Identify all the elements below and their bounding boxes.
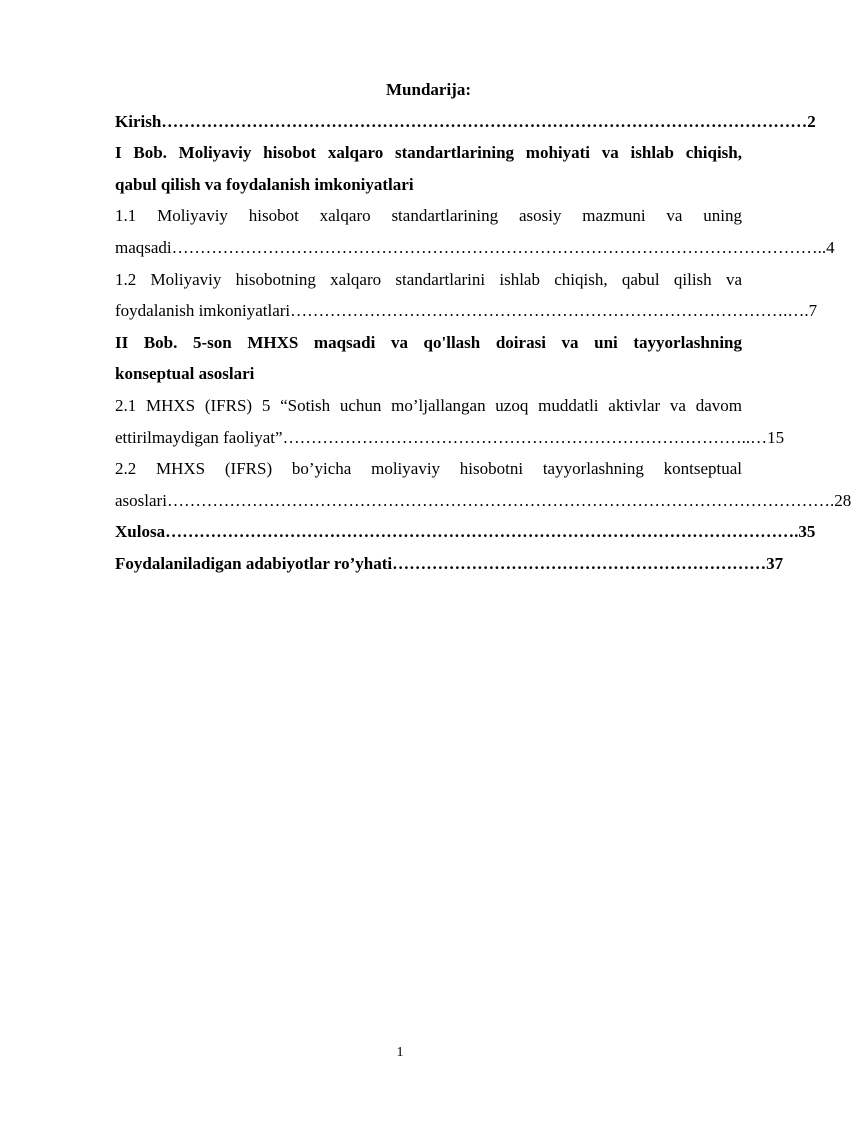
- toc-chapter-1-line-1[interactable]: I Bob. Moliyaviy hisobot xalqaro standartlarining mohiyati va ishlab chiqish,: [115, 143, 742, 163]
- toc-leader-dots: ……………………………………………………………………………………………………: [161, 111, 808, 131]
- toc-section-2-2-line-1[interactable]: 2.2 MHXS (IFRS) bo’yicha moliyaviy hisobotni tayyorlashning kontseptual: [115, 459, 742, 479]
- toc-page-number: 15: [767, 427, 785, 447]
- toc-entry-section-2-1[interactable]: [115, 422, 785, 454]
- toc-leader-dots: ………………………………………………………………………………………………….: [165, 522, 799, 542]
- toc-page-number: 37: [766, 553, 784, 573]
- toc-chapter-2-line-1[interactable]: II Bob. 5-son MHXS maqsadi va qo'llash doirasi va uni tayyorlashning: [115, 332, 742, 352]
- table-of-contents: [115, 74, 851, 580]
- toc-section-2-1-line-1[interactable]: 2.1 MHXS (IFRS) 5 “Sotish uchun mo’ljallangan uzoq muddatli aktivlar va davom: [115, 395, 742, 415]
- toc-page-number: 2: [807, 111, 816, 131]
- toc-entry-section-2-2[interactable]: [115, 485, 851, 517]
- toc-leader-dots: ……………………………………………………………………………………………………..: [171, 237, 827, 257]
- toc-entry-section-1-1[interactable]: [115, 232, 835, 264]
- toc-entry-label: maqsadi: [115, 237, 172, 257]
- toc-section-1-1-line-1[interactable]: 1.1 Moliyaviy hisobot xalqaro standartlarining asosiy mazmuni va uning: [115, 206, 742, 226]
- toc-entry-label: Kirish: [115, 111, 162, 131]
- toc-chapter-1-line-2[interactable]: qabul qilish va foydalanish imkoniyatlari: [115, 174, 414, 194]
- toc-leader-dots: …………………………………………………………………………….….: [290, 301, 809, 321]
- toc-page-number: 28: [834, 490, 851, 510]
- toc-leader-dots: ………………………………………………………………………..…: [282, 427, 768, 447]
- toc-title: Mundarija:: [386, 80, 471, 99]
- toc-section-1-2-line-1[interactable]: 1.2 Moliyaviy hisobotning xalqaro standartlarini ishlab chiqish, qabul qilish va: [115, 269, 742, 289]
- toc-page-number: 35: [798, 522, 816, 542]
- page-number: 1: [396, 1045, 404, 1060]
- toc-entry-xulosa[interactable]: [115, 516, 816, 548]
- toc-entry-label: asoslari: [115, 490, 167, 510]
- toc-page-number: 4: [826, 237, 835, 257]
- toc-leader-dots: ……………………………………………………………………………………………………….: [166, 490, 835, 510]
- toc-entry-adabiyotlar[interactable]: [115, 548, 784, 580]
- toc-entry-label: Foydalaniladigan adabiyotlar ro’yhati: [115, 553, 393, 573]
- toc-entry-label: foydalanish imkoniyatlari: [115, 301, 291, 321]
- toc-entry-label: ettirilmaydigan faoliyat”: [115, 427, 283, 447]
- toc-page-number: 7: [808, 301, 818, 321]
- toc-leader-dots: …………………………………………………………: [392, 553, 767, 573]
- toc-entry-kirish[interactable]: [115, 106, 816, 138]
- toc-chapter-2-line-2[interactable]: konseptual asoslari: [115, 364, 255, 384]
- toc-entry-section-1-2[interactable]: [115, 295, 818, 327]
- toc-entry-label: Xulosa: [115, 522, 166, 542]
